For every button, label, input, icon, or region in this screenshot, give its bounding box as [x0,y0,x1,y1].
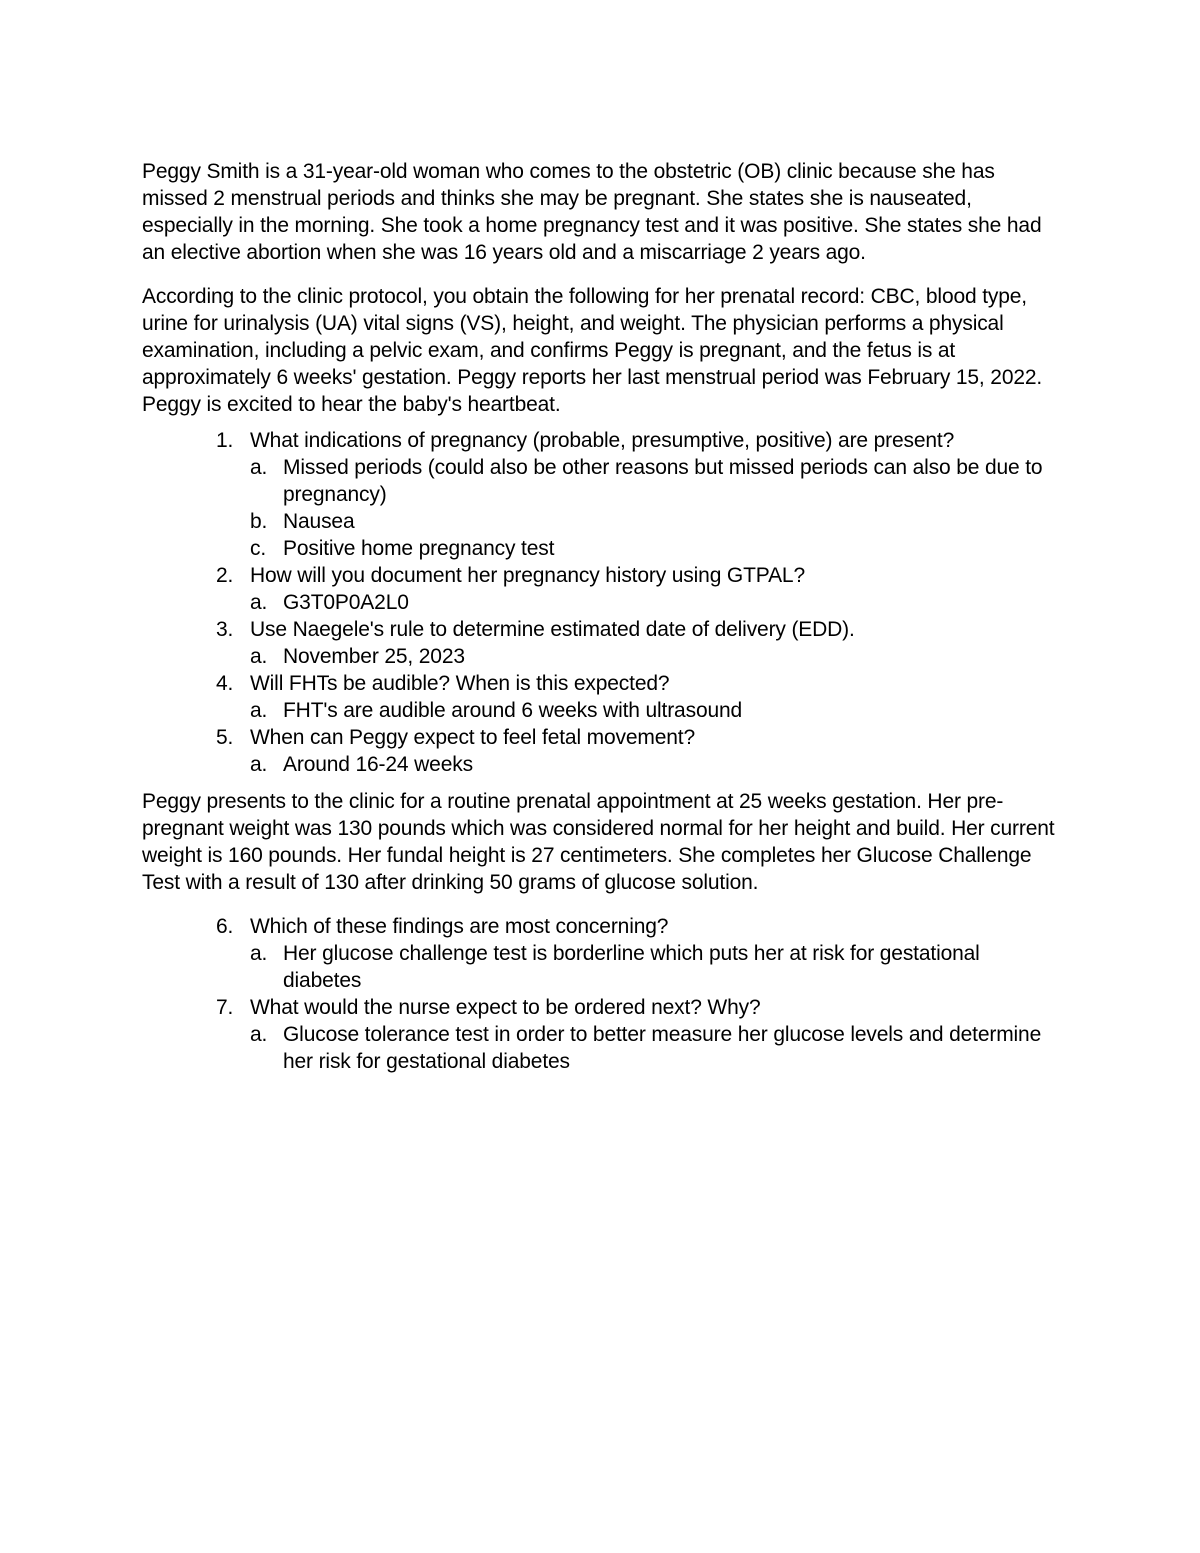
question-number: 4. [216,672,234,695]
answer-letter: a. [250,591,268,614]
answer-letter: a. [250,753,268,776]
answer-text: Nausea [283,510,355,533]
question-item [142,562,1062,616]
answer-text: Her glucose challenge test is borderline which puts her at risk for gestational diabetes [283,942,980,992]
question-text: How will you document her pregnancy history using GTPAL? [250,564,805,587]
question-item [142,994,1062,1075]
question-text: Which of these findings are most concerning? [250,915,669,938]
question-number: 3. [216,618,234,641]
answer-item [250,454,1062,508]
question-text: Will FHTs be audible? When is this expected? [250,672,670,695]
answer-text: FHT's are audible around 6 weeks with ultrasound [283,699,743,722]
followup-paragraph: Peggy presents to the clinic for a routine prenatal appointment at 25 weeks gestation. Her pre-pregnant weight was 130 pounds which was considered normal for her height and build. Her current weight is 160 pounds. Her fundal height is 27 centimeters. She completes her Glucose Challenge Test with a result of 130 after drinking 50 grams of glucose solution. [142,790,1055,894]
answer-item [250,589,1062,616]
answer-text: Missed periods (could also be other reasons but missed periods can also be due to pregnancy) [283,456,1043,506]
answer-list [250,751,1062,778]
answer-item [250,1021,1062,1075]
question-list-part2 [142,913,1062,1075]
answer-item [250,697,1062,724]
answer-text: Glucose tolerance test in order to better measure her glucose levels and determine her risk for gestational diabetes [283,1023,1042,1073]
question-item [142,913,1062,994]
answer-letter: a. [250,645,268,668]
question-number: 2. [216,564,234,587]
answer-list [250,589,1062,616]
protocol-paragraph: According to the clinic protocol, you obtain the following for her prenatal record: CBC, blood type, urine for urinalysis (UA) vital signs (VS), height, and weight. The physician performs a physical examination, including a pelvic exam, and confirms Peggy is pregnant, and the fetus is at approximately 6 weeks' gestation. Peggy reports her last menstrual period was February 15, 2022. Peggy is excited to hear the baby's heartbeat. [142,285,1043,416]
answer-text: Around 16-24 weeks [283,753,473,776]
answer-letter: b. [250,510,268,533]
answer-text: November 25, 2023 [283,645,465,668]
question-number: 5. [216,726,234,749]
question-item [142,670,1062,724]
answer-list [250,697,1062,724]
question-text: Use Naegele's rule to determine estimated date of delivery (EDD). [250,618,855,641]
question-number: 7. [216,996,234,1019]
question-item [142,427,1062,562]
answer-list [250,940,1062,994]
question-number: 6. [216,915,234,938]
answer-item [250,508,1062,535]
answer-letter: a. [250,699,268,722]
answer-item [250,535,1062,562]
question-item [142,724,1062,778]
question-item [142,616,1062,670]
answer-text: G3T0P0A2L0 [283,591,409,614]
question-list-part1 [142,427,1062,778]
question-text: When can Peggy expect to feel fetal movement? [250,726,696,749]
answer-letter: a. [250,456,268,479]
answer-list [250,643,1062,670]
question-text: What would the nurse expect to be ordered next? Why? [250,996,761,1019]
answer-letter: a. [250,1023,268,1046]
answer-letter: c. [250,537,267,560]
question-text: What indications of pregnancy (probable, presumptive, positive) are present? [250,429,955,452]
answer-text: Positive home pregnancy test [283,537,555,560]
document-page [142,158,1062,1075]
answer-item [250,643,1062,670]
answer-letter: a. [250,942,268,965]
answer-list [250,1021,1062,1075]
answer-item [250,751,1062,778]
question-number: 1. [216,429,234,452]
intro-paragraph: Peggy Smith is a 31-year-old woman who comes to the obstetric (OB) clinic because she has missed 2 menstrual periods and thinks she may be pregnant. She states she is nauseated, especially in the morning. She took a home pregnancy test and it was positive. She states she had an elective abortion when she was 16 years old and a miscarriage 2 years ago. [142,160,1042,264]
answer-item [250,940,1062,994]
answer-list [250,454,1062,562]
